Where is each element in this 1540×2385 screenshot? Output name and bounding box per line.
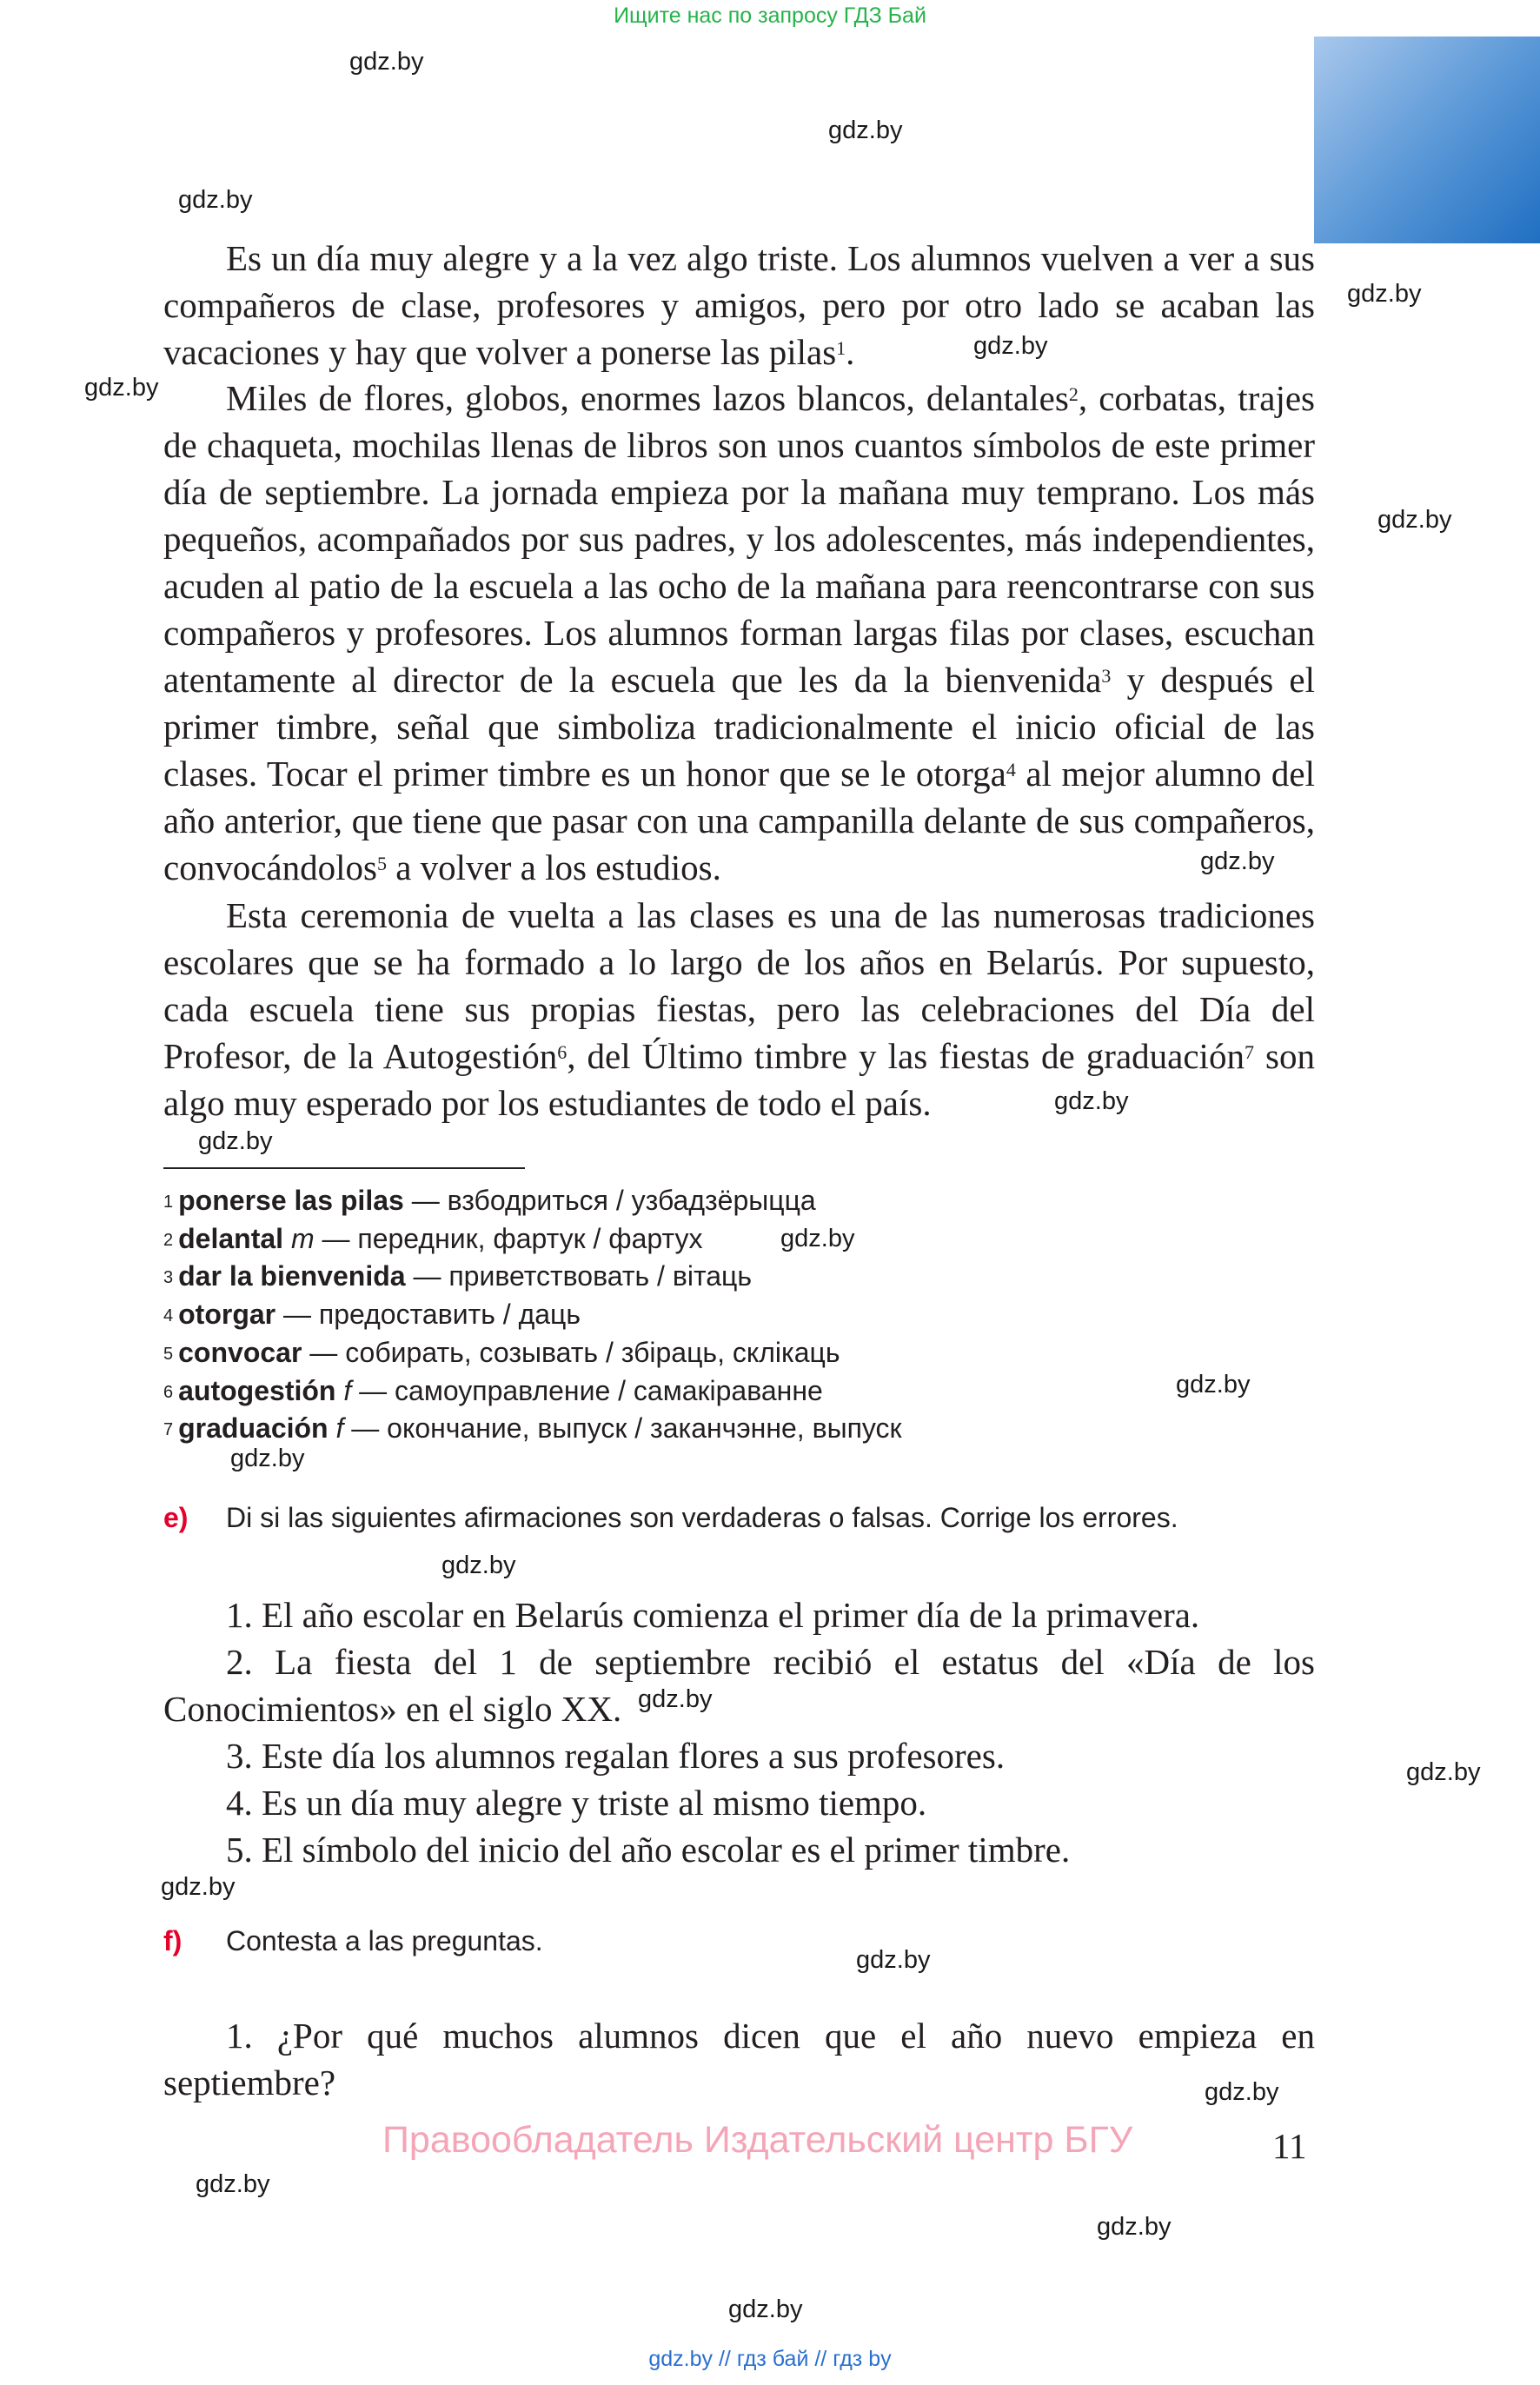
task-e-letter: e): [163, 1502, 189, 1533]
footnote-gloss: — собирать, созывать / збіраць, склікаць: [302, 1336, 840, 1368]
footnote-number: 5: [163, 1344, 174, 1364]
footnote-divider: [163, 1167, 525, 1169]
copyright-notice: Правообладатель Издательский центр БГУ: [382, 2119, 1133, 2161]
footnote-ref-4: 4: [1006, 759, 1016, 781]
footnote-item: [163, 1182, 1119, 1220]
footnote-item: [163, 1372, 1119, 1411]
question-item: 1. ¿Por qué muchos alumnos dicen que el año nuevo empieza en septiembre?: [163, 2016, 1315, 2103]
footnote-number: 2: [163, 1230, 174, 1250]
paragraph-2-text-a: Miles de flores, globos, enormes lazos blancos, delantales: [226, 378, 1069, 418]
statement-item: 2. La fiesta del 1 de septiembre recibió el estatus del «Día de los Conocimientos» en el siglo XX.: [163, 1642, 1315, 1729]
paragraph-1-text: Es un día muy alegre y a la vez algo triste. Los alumnos vuelven a ver a sus compañeros de clase, profesores y amigos, pero por otro lado se acaban las vacaciones y hay que volver a ponerse las pilas: [163, 238, 1315, 372]
questions-list: [163, 2012, 1315, 2106]
footnote-number: 7: [163, 1420, 174, 1440]
footnote-gloss: — окончание, выпуск / заканчэнне, выпуск: [343, 1412, 902, 1445]
footnote-term: otorgar: [178, 1299, 276, 1331]
watermark: gdz.by: [1097, 2213, 1172, 2241]
footnote-item: [163, 1258, 1119, 1296]
paragraph-1: Es un día muy alegre y a la vez algo triste. Los alumnos vuelven a ver a sus compañeros de clase, profesores y amigos, pero por otro lado se acaban las vacaciones y hay que volver a ponerse las pilas$^1$.: [163, 238, 1315, 372]
statement-item: 4. Es un día muy alegre y triste al mismo tiempo.: [226, 1783, 927, 1823]
watermark: gdz.by: [196, 2170, 270, 2198]
statements-list: [163, 1591, 1315, 1873]
corner-gradient-tab: [1314, 37, 1540, 243]
footnote-ref-1: 1: [836, 337, 846, 359]
footnote-item: [163, 1410, 1119, 1448]
footer-banner[interactable]: gdz.by // гдз бай // гдз by: [648, 2347, 892, 2371]
footnote-term: autogestión: [178, 1374, 336, 1406]
watermark: gdz.by: [1200, 847, 1275, 875]
watermark: gdz.by: [1054, 1087, 1129, 1115]
task-f-instruction: Contesta a las preguntas.: [226, 1925, 543, 1956]
watermark: gdz.by: [1377, 506, 1452, 534]
watermark: gdz.by: [1176, 1371, 1251, 1398]
paragraph-3-text-a: Esta ceremonia de vuelta a las clases es una de las numerosas tradiciones escolares que se ha formado a lo largo de los años en Belarús. Por supuesto, cada escuela tiene sus propias fiestas, pero las celebraciones del Día del Profesor, de la Autogestión: [163, 895, 1315, 1076]
watermark: gdz.by: [178, 186, 253, 214]
paragraph-2-text-d: al mejor alumno del año anterior, que tiene que pasar con una campanilla delante de sus compañeros, convocándolos: [163, 754, 1315, 887]
watermark: gdz.by: [84, 374, 159, 402]
paragraph-2-text-b: , corbatas, trajes de chaqueta, mochilas llenas de libros son unos cuantos símbolos de este primer día de septiembre. La jornada empieza por la mañana muy temprano. Los más pequeños, acompañados por sus padres, y los adolescentes, más independientes, acuden al patio de la escuela a las ocho de la mañana para reencontrarse con sus compañeros y profesores. Los alumnos forman largas filas por clases, escuchan atentamente al director de la escuela que les da la bienvenida: [163, 378, 1315, 700]
watermark: gdz.by: [728, 2295, 803, 2323]
watermark: gdz.by: [349, 48, 424, 76]
footnote-number: 1: [163, 1192, 174, 1212]
page-number: 11: [1272, 2126, 1307, 2166]
watermark: gdz.by: [780, 1225, 855, 1252]
paragraph-3: [163, 892, 1315, 1126]
watermark: gdz.by: [1347, 280, 1422, 308]
statement-item: 1. El año escolar en Belarús comienza el primer día de la primavera.: [226, 1595, 1200, 1635]
footnote-item: [163, 1296, 1119, 1334]
watermark: gdz.by: [198, 1127, 273, 1155]
paragraph-2: [163, 375, 1315, 891]
footnote-term: graduación: [178, 1412, 329, 1445]
footnote-ref-6: 6: [557, 1041, 568, 1063]
watermark: gdz.by: [161, 1873, 236, 1901]
footnote-term: delantal: [178, 1222, 284, 1254]
footnote-gender: f: [335, 1412, 344, 1445]
paragraph-3-text-b: , del Último timbre y las fiestas de graduación: [567, 1036, 1245, 1076]
footnote-term: dar la bienvenida: [178, 1260, 406, 1292]
paragraph-2-text-e: a volver a los estudios.: [386, 847, 721, 887]
task-e-instruction: Di si las siguientes afirmaciones son verdaderas o falsas. Corrige los errores.: [226, 1502, 1178, 1533]
footnote-number: 3: [163, 1268, 174, 1288]
watermark: gdz.by: [1205, 2078, 1279, 2106]
footnote-number: 4: [163, 1306, 174, 1326]
footnote-gloss: — взбодриться / узбадзёрыцца: [403, 1185, 816, 1216]
statement-item: 5. El símbolo del inicio del año escolar es el primer timbre.: [226, 1830, 1071, 1870]
footnote-gloss: — передник, фартук / фартух: [314, 1222, 703, 1254]
footnotes: [163, 1182, 1119, 1448]
watermark: gdz.by: [230, 1445, 305, 1472]
paragraph-2-text-c: y después el primer timbre, señal que simboliza tradicionalmente el inicio oficial de las clases. Tocar el primer timbre es un honor que se le otorga: [163, 660, 1315, 794]
footnote-gloss: — приветствовать / вітаць: [405, 1260, 753, 1292]
watermark: gdz.by: [973, 332, 1048, 360]
watermark: gdz.by: [828, 116, 903, 144]
task-f-letter: f): [163, 1925, 183, 1956]
footnote-gender: f: [343, 1374, 352, 1406]
paragraph-3-text-c: son algo muy esperado por los estudiantes de todo el país.: [163, 1036, 1315, 1123]
footnote-number: 6: [163, 1382, 174, 1402]
footnote-gloss: — самоуправление / самакіраванне: [351, 1374, 823, 1406]
footnote-ref-3: 3: [1101, 665, 1112, 687]
footnote-gender: m: [290, 1222, 315, 1254]
watermark: gdz.by: [856, 1946, 931, 1974]
footnote-gloss: — предоставить / даць: [275, 1299, 581, 1331]
watermark: gdz.by: [638, 1685, 713, 1713]
footnote-ref-5: 5: [376, 853, 387, 874]
footnote-ref-2: 2: [1068, 383, 1079, 405]
statement-item: 3. Este día los alumnos regalan flores a sus profesores.: [226, 1736, 1006, 1776]
footnote-item: [163, 1334, 1119, 1372]
footnote-item: [163, 1220, 1119, 1259]
footnote-term: convocar: [178, 1336, 302, 1368]
footnote-ref-7: 7: [1244, 1041, 1254, 1063]
watermark: gdz.by: [441, 1551, 516, 1579]
header-banner[interactable]: Ищите нас по запросу ГДЗ Бай: [614, 3, 926, 28]
footnote-term: ponerse las pilas: [178, 1185, 404, 1216]
watermark: gdz.by: [1406, 1758, 1481, 1786]
